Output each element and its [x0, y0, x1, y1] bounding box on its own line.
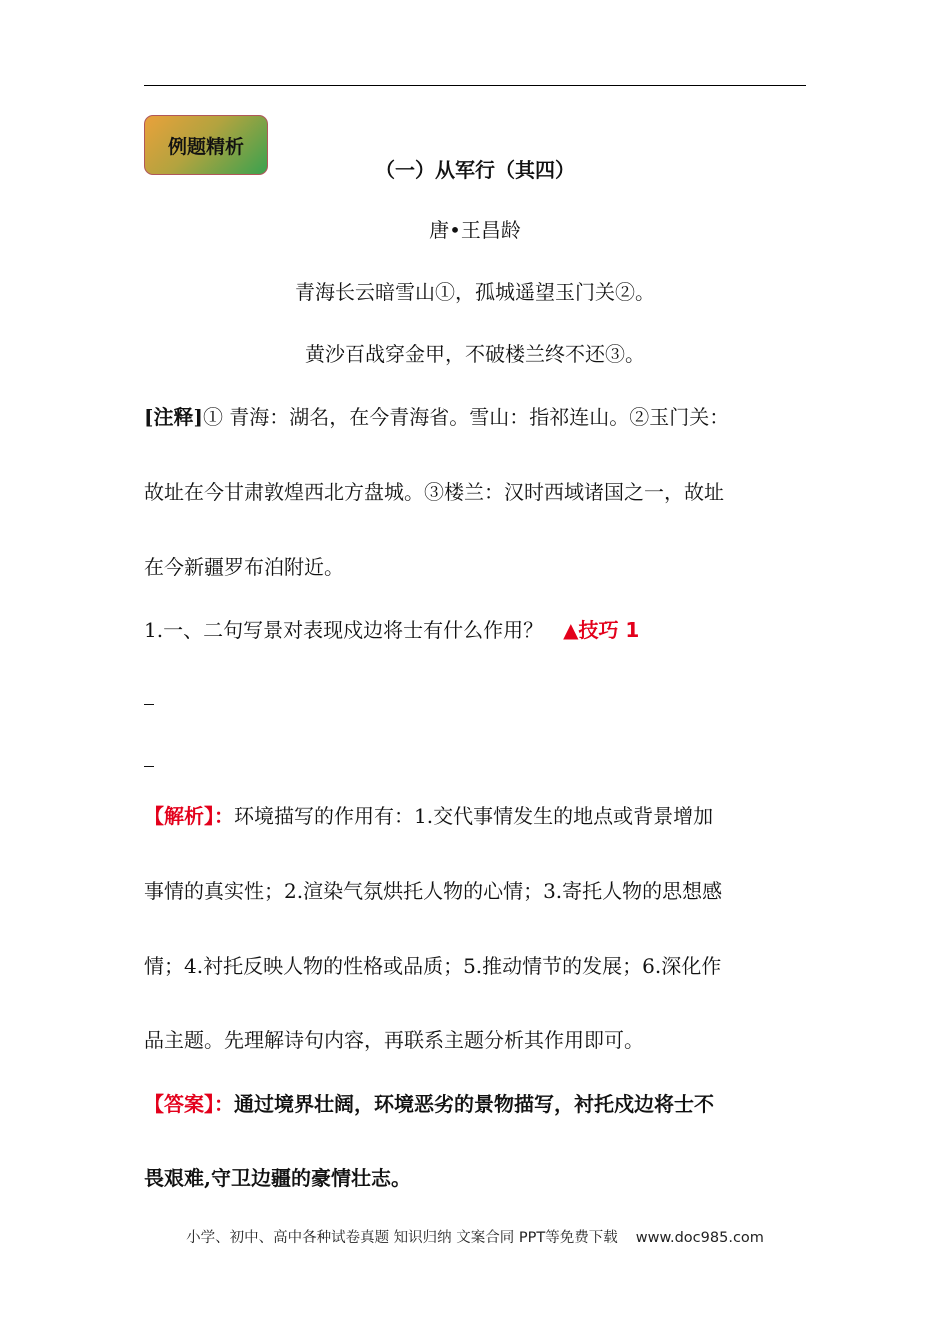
section-badge: 例题精析: [144, 115, 268, 175]
question-line: [144, 618, 639, 642]
analysis-line-1: [144, 804, 713, 828]
footer-site-link[interactable]: www.doc985.com: [635, 1230, 764, 1246]
footer-text: 小学、初中、高中各种试卷真题 知识归纳 文案合同 PPT等免费下载: [186, 1230, 618, 1246]
answer-line-1: [144, 1092, 714, 1116]
footer: [0, 1226, 950, 1247]
question-text: 1.一、二句写景对表现戍边将士有什么作用？: [144, 618, 544, 642]
answer-blank-2: [144, 766, 154, 767]
notes-label: [注释]: [144, 405, 203, 429]
answer-blank-1: [144, 704, 154, 705]
notes-line-1: [144, 405, 729, 429]
poem-line-1: 青海长云暗雪山①，孤城遥望玉门关②。: [295, 280, 655, 304]
analysis-line-3: 情；4.衬托反映人物的性格或品质；5.推动情节的发展；6.深化作: [144, 954, 722, 978]
notes-text-1: ① 青海：湖名，在今青海省。雪山：指祁连山。②玉门关：: [202, 405, 730, 429]
analysis-label: 【解析】：: [144, 804, 234, 828]
notes-line-2: 故址在今甘肃敦煌西北方盘城。③楼兰：汉时西域诸国之一，故址: [144, 480, 724, 504]
header-rule: [144, 85, 806, 86]
analysis-text-1: 环境描写的作用有：1.交代事情发生的地点或背景增加: [234, 804, 714, 828]
analysis-line-4: 品主题。先理解诗句内容，再联系主题分析其作用即可。: [144, 1028, 644, 1052]
answer-label: 【答案】：: [144, 1092, 234, 1116]
poem-line-2: 黄沙百战穿金甲，不破楼兰终不还③。: [305, 342, 645, 366]
poem-author: 唐•王昌龄: [429, 218, 521, 242]
tip-label: ▲技巧 1: [563, 618, 640, 642]
analysis-line-2: 事情的真实性；2.渲染气氛烘托人物的心情；3.寄托人物的思想感: [144, 879, 723, 903]
notes-line-3: 在今新疆罗布泊附近。: [144, 555, 344, 579]
poem-title: （一）从军行（其四）: [375, 158, 575, 182]
answer-text-1: 通过境界壮阔，环境恶劣的景物描写，衬托戍边将士不: [234, 1092, 714, 1116]
answer-line-2: 畏艰难,守卫边疆的豪情壮志。: [144, 1166, 411, 1190]
